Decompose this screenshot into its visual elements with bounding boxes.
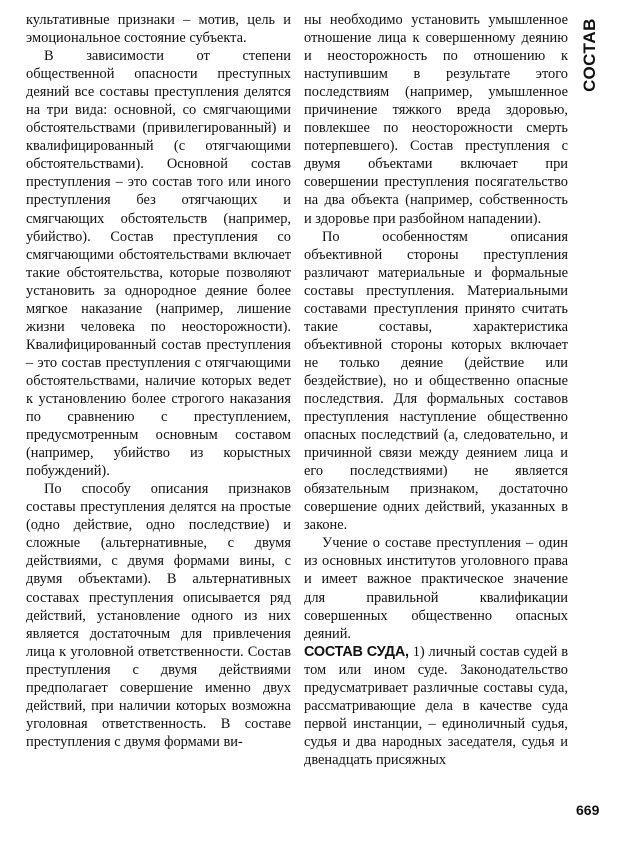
running-head — [568, 20, 612, 90]
page-number: 669 — [576, 802, 600, 818]
dictionary-entry — [304, 643, 568, 769]
paragraph: По особенностям описания объективной стороны преступления различают материальные и формальные составы преступления. Материальными составами преступления принято считать такие составы, характеристика объективной стороны которых включает не только деяние (действие или бездействие), но и общественно опасные последствия. Для формальных составов преступления наступление общественно опасных последствий (а, следовательно, и причинной связи между деянием лица и его последствиями) не является обязательным признаком, достаточно совершение одних действий, указанных в законе. — [304, 228, 568, 534]
running-head-text: СОСТАВ — [580, 18, 599, 92]
paragraph: Учение о составе преступления – один из основных институтов уголовного права и имеет важное практическое значение для правильной квалификации совершенных общественно опасных деяний. — [304, 535, 568, 642]
paragraph: ны необходимо установить умышленное отношение лица к совершенному деянию и неосторожность по отношению к наступившим в результате этого последствиям (например, умышленное причинение тяжкого вреда здоровью, повлекшее по неосторожности смерть потерпевшего). Состав преступления с двумя объектами включает при совершении преступления посягательство на два объекта (например, собственность и здоровье при разбойном нападении). — [304, 12, 568, 227]
left-column — [26, 11, 291, 751]
paragraph: В зависимости от степени общественной опасности преступных деяний все составы преступления делятся на три вида: основной, со смягчающими обстоятельствами (привилегированный) и квалифицированный (с отягчающими обстоятельствами). Основной состав преступления – это состав того или иного преступления без отягчающих и смягчающих обстоятельств (например, убийство). Состав преступления со смягчающими обстоятельствами включает такие обстоятельства, которые позволяют установить за однородное деяние более мягкое наказание (например, лишение жизни человека по неосторожности). Квалифицированный состав преступления – это состав преступления с отягчающими обстоятельствами, наличие которых ведет к установлению более строгого наказания по сравнению с преступлением, предусмотренным основным составом (например, убийство из корыстных побуждений). — [26, 48, 291, 480]
paragraph: культативные признаки – мотив, цель и эмоциональное состояние субъекта. — [26, 12, 291, 47]
entry-text: 1) личный состав судей в том или ином суде. Законодательство предусматривает различные составы суда, рассматривающие дела в качестве суда первой инстанции, – единоличный судья, судья и два народных заседателя, судья и двенадцать присяжных — [304, 643, 568, 768]
entry-headword: СОСТАВ СУДА, — [304, 643, 409, 660]
right-column — [304, 11, 568, 769]
paragraph: По способу описания признаков составы преступления делятся на простые (одно действие, одно последствие) и сложные (альтернативные, с двумя действиями, с двумя формами вины, с двумя объектами). В альтернативных составах преступления описывается ряд действий, установление одного из них является достаточным для привлечения лица к уголовной ответственности. Состав преступления с двумя действиями предполагает совершение именно двух действий, при наличии которых возможна уголовная ответственность. В составе преступления с двумя формами ви- — [26, 481, 291, 750]
